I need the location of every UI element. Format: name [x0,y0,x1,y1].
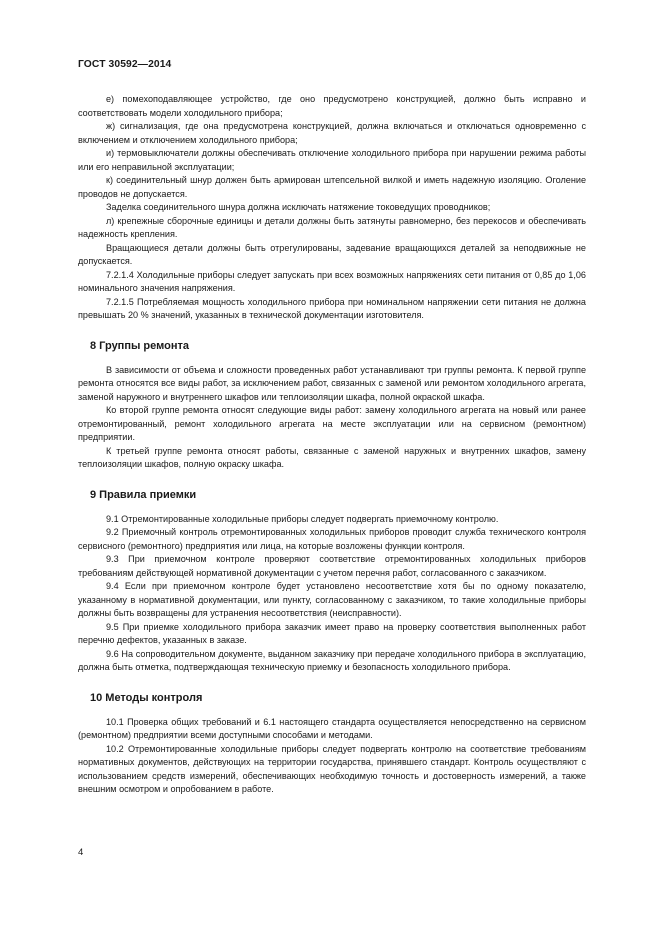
paragraph: 7.2.1.4 Холодильные приборы следует запускать при всех возможных напряжениях сети питания от 0,85 до 1,06 номинального значения напряжения. [78,269,586,293]
paragraph: 9.3 При приемочном контроле проверяют соответствие отремонтированных холодильных приборов требованиям действующей нормативной документации с учетом перечня работ, согласованного с заказчиком. [78,554,586,578]
paragraph: В зависимости от объема и сложности проведенных работ устанавливают три группы ремонта. К первой группе ремонта относятся все виды работ, за исключением работ, связанных с заменой или ремонтом холодильного агрегата, заменой наружного и внутреннего шкафов или теплоизоляции шкафа, полной окраской шкафа. [78,364,586,402]
page-number: 4 [78,847,84,858]
document-body [78,93,586,797]
paragraph: и) термовыключатели должны обеспечивать отключение холодильного прибора при нарушении режима работы или его неправильной эксплуатации; [78,148,586,172]
paragraph: 10.1 Проверка общих требований и 6.1 настоящего стандарта осуществляется непосредственно на сервисном (ремонтном) предприятии всеми доступными способами и методами. [78,716,586,740]
paragraph: Ко второй группе ремонта относят следующие виды работ: замену холодильного агрегата на новый или ранее отремонтированный, ремонт холодильного агрегата на месте эксплуатации или на сервисном (ремонтном) предприятии. [78,405,586,442]
paragraph: 7.2.1.5 Потребляемая мощность холодильного прибора при номинальном напряжении сети питания не должна превышать 20 % значений, указанных в технической документации изготовителя. [78,296,586,320]
paragraph: К третьей группе ремонта относят работы, связанные с заменой наружных и внутренних шкафов, замену теплоизоляции шкафов, полную окраску шкафа. [78,445,586,469]
paragraph: к) соединительный шнур должен быть армирован штепсельной вилкой и иметь надежную изоляцию. Оголение проводов не допускается. [78,175,586,199]
paragraph: 9.4 Если при приемочном контроле будет установлено несоответствие хотя бы по одному показателю, указанному в нормативной документации, или пункту, согласованному с заказчиком, то такие холодильные приборы должны быть возвращены для устранения несоответствия (неисправности). [78,581,586,618]
paragraph: 9.2 Приемочный контроль отремонтированных холодильных приборов проводит служба технического контроля сервисного (ремонтного) предприятия или лица, на которые возложены функции контроля. [78,527,586,551]
section-heading-repair-groups: 8 Группы ремонта [90,339,189,352]
section-heading-control-methods: 10 Методы контроля [90,691,203,704]
paragraph: 9.5 При приемке холодильного прибора заказчик имеет право на проверку соответствия выполненных работ перечню дефектов, указанных в заказе. [78,621,586,645]
paragraph: л) крепежные сборочные единицы и детали должны быть затянуты равномерно, без перекосов и обеспечивать надежность крепления. [78,215,586,239]
paragraph: 9.1 Отремонтированные холодильные приборы следует подвергать приемочному контролю. [106,513,499,524]
paragraph: 9.6 На сопроводительном документе, выданном заказчику при передаче холодильного прибора в эксплуатацию, должна быть отметка, подтверждающая техническую приемку и безопасность холодильного прибора. [78,648,586,672]
paragraph: Заделка соединительного шнура должна исключать натяжение токоведущих проводников; [106,202,491,212]
section-heading-acceptance-rules: 9 Правила приемки [90,488,197,501]
paragraph: ж) сигнализация, где она предусмотрена конструкцией, должна включаться и отключаться одновременно с включением и отключением холодильного прибора; [78,121,586,145]
paragraph: Вращающиеся детали должны быть отрегулированы, задевание вращающихся деталей за неподвижные не допускается. [78,242,586,266]
paragraph: 10.2 Отремонтированные холодильные приборы следует подвергать контролю на соответствие требованиям нормативных документов, действующих на территории государства, принявшего стандарт. Контроль осуществляют с использованием средств измерений, обеспечивающих необходимую точность и достоверность измерений, а также внешним осмотром и опробованием в работе. [78,743,586,794]
document-header: ГОСТ 30592—2014 [78,59,172,70]
paragraph: е) помехоподавляющее устройство, где оно предусмотрено конструкцией, должно быть исправно и соответствовать модели холодильного прибора; [78,94,586,118]
